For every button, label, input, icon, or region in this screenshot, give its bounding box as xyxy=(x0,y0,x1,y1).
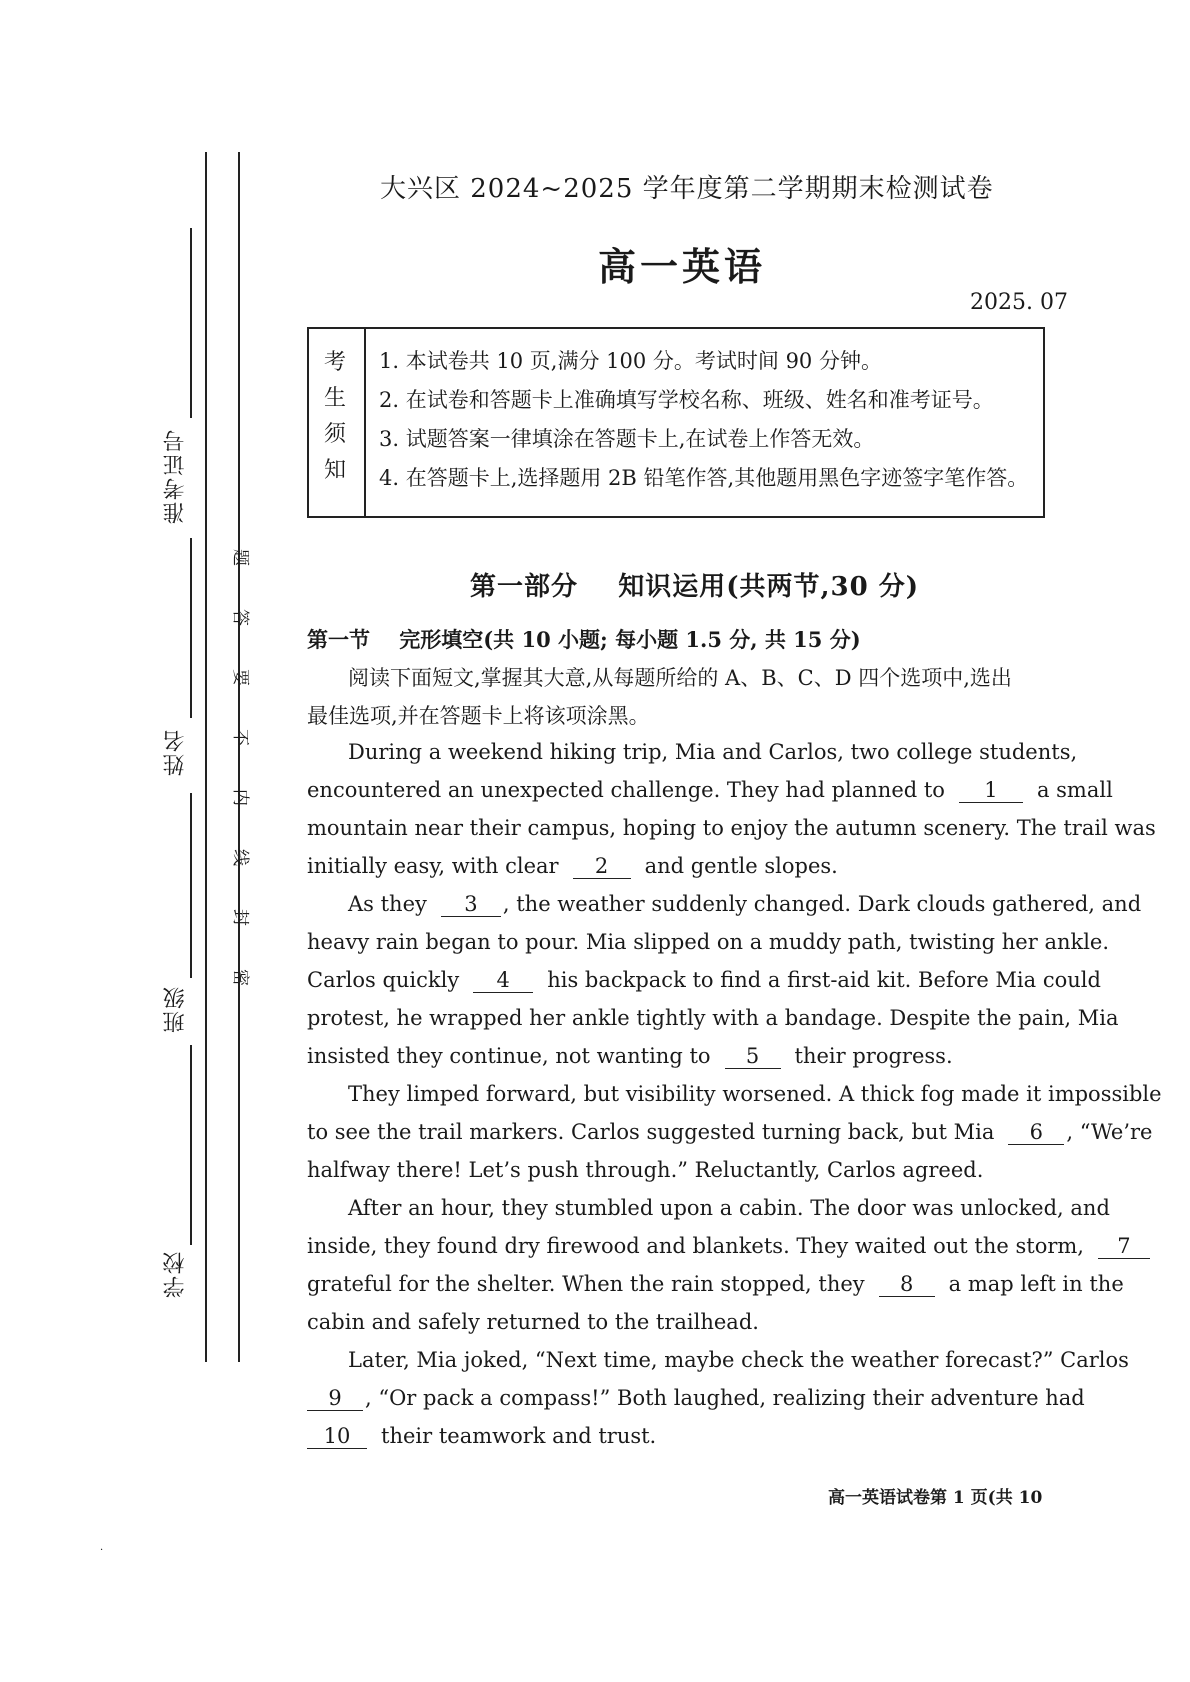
blank-7: 7 xyxy=(1098,1235,1150,1259)
instruction-line: 最佳选项,并在答题卡上将该项涂黑。 xyxy=(307,704,650,728)
exam-date: 2025. 07 xyxy=(970,290,1068,315)
passage-text: his backpack to find a first-aid kit. Before Mia could xyxy=(547,968,1101,992)
passage-line: During a weekend hiking trip, Mia and Carlos, two college students, xyxy=(348,740,1078,764)
blank-2: 2 xyxy=(573,855,631,879)
passage-text: , “We’re xyxy=(1066,1120,1153,1144)
passage-text: a map left in the xyxy=(948,1272,1124,1296)
scan-speck: · xyxy=(100,1545,104,1556)
passage-line xyxy=(307,968,1101,993)
school-write-line[interactable] xyxy=(190,1045,192,1245)
notice-item: 2. 在试卷和答题卡上准确填写学校名称、班级、姓名和准考证号。 xyxy=(379,388,994,412)
seal-char: 线 xyxy=(230,849,250,866)
notice-label-char: 生 xyxy=(324,386,347,411)
name-label: 姓名 xyxy=(163,728,188,776)
blank-9: 9 xyxy=(307,1387,363,1411)
blank-4: 4 xyxy=(473,969,533,993)
blank-1: 1 xyxy=(959,779,1023,803)
passage-text: As they xyxy=(348,892,427,916)
blank-10: 10 xyxy=(307,1425,367,1449)
class-label: 班级 xyxy=(163,985,188,1033)
seal-char: 密 xyxy=(230,969,250,986)
passage-line xyxy=(348,892,1141,917)
passage-line xyxy=(307,1120,1152,1145)
notice-item: 3. 试题答案一律填涂在答题卡上,在试卷上作答无效。 xyxy=(379,427,875,451)
binding-line-right xyxy=(238,152,240,1362)
blank-6: 6 xyxy=(1008,1121,1064,1145)
passage-text: their progress. xyxy=(794,1044,953,1068)
passage-line: After an hour, they stumbled upon a cabin. The door was unlocked, and xyxy=(348,1196,1110,1220)
passage-line: Later, Mia joked, “Next time, maybe check the weather forecast?” Carlos xyxy=(348,1348,1129,1372)
seal-char: 不 xyxy=(230,729,250,746)
seal-char: 答 xyxy=(230,609,250,626)
passage-text: to see the trail markers. Carlos suggested turning back, but Mia xyxy=(307,1120,995,1144)
passage-text: their teamwork and trust. xyxy=(381,1424,657,1448)
seal-char: 内 xyxy=(230,789,250,806)
exam-id-write-line[interactable] xyxy=(190,228,192,418)
passage-line xyxy=(307,1424,656,1449)
passage-text: grateful for the shelter. When the rain stopped, they xyxy=(307,1272,865,1296)
passage-line xyxy=(307,854,838,879)
passage-line xyxy=(307,1386,1085,1411)
passage-line xyxy=(307,778,1113,803)
blank-5: 5 xyxy=(725,1045,781,1069)
exam-id-label: 准考证号 xyxy=(163,428,188,524)
part-title: 第一部分 知识运用(共两节,30 分) xyxy=(470,572,920,602)
seal-char: 要 xyxy=(230,669,250,686)
passage-line xyxy=(307,1044,953,1069)
subject-title: 高一英语 xyxy=(598,244,767,289)
passage-line: halfway there! Let’s push through.” Reluctantly, Carlos agreed. xyxy=(307,1158,984,1182)
instruction-line: 阅读下面短文,掌握其大意,从每题所给的 A、B、C、D 四个选项中,选出 xyxy=(348,666,1012,690)
passage-text: , the weather suddenly changed. Dark clouds gathered, and xyxy=(502,892,1142,916)
class-write-line[interactable] xyxy=(190,793,192,978)
passage-line xyxy=(307,1234,1150,1259)
notice-label-char: 考 xyxy=(324,350,347,375)
page-footer: 高一英语试卷第 1 页(共 10 xyxy=(828,1488,1043,1508)
passage-line: heavy rain began to pour. Mia slipped on a muddy path, twisting her ankle. xyxy=(307,930,1110,954)
blank-3: 3 xyxy=(441,893,501,917)
passage-text: encountered an unexpected challenge. They had planned to xyxy=(307,778,945,802)
passage-text: insisted they continue, not wanting to xyxy=(307,1044,711,1068)
passage-text: initially easy, with clear xyxy=(307,854,559,878)
seal-char: 封 xyxy=(230,909,250,926)
passage-text: , “Or pack a compass!” Both laughed, realizing their adventure had xyxy=(365,1386,1085,1410)
notice-item: 1. 本试卷共 10 页,满分 100 分。考试时间 90 分钟。 xyxy=(379,349,882,373)
passage-line xyxy=(307,1272,1124,1297)
passage-line: mountain near their campus, hoping to enjoy the autumn scenery. The trail was xyxy=(307,816,1156,840)
section-title: 第一节 完形填空(共 10 小题; 每小题 1.5 分, 共 15 分) xyxy=(307,627,861,652)
passage-line: cabin and safely returned to the trailhead. xyxy=(307,1310,759,1334)
passage-line: They limped forward, but visibility worsened. A thick fog made it impossible xyxy=(348,1082,1162,1106)
school-label: 学校 xyxy=(163,1250,188,1298)
passage-text: Carlos quickly xyxy=(307,968,460,992)
name-write-line[interactable] xyxy=(190,538,192,718)
notice-label-char: 须 xyxy=(324,422,347,447)
exam-title: 大兴区 2024~2025 学年度第二学期期末检测试卷 xyxy=(380,174,994,204)
passage-text: a small xyxy=(1036,778,1113,802)
notice-box xyxy=(307,327,1045,518)
binding-line-left xyxy=(205,152,207,1362)
notice-label-char: 知 xyxy=(324,458,347,483)
notice-label xyxy=(309,329,366,516)
seal-char: 题 xyxy=(230,549,250,566)
notice-item: 4. 在答题卡上,选择题用 2B 铅笔作答,其他题用黑色字迹签字笔作答。 xyxy=(379,466,1029,490)
passage-text: and gentle slopes. xyxy=(644,854,838,878)
passage-text: inside, they found dry firewood and blankets. They waited out the storm, xyxy=(307,1234,1084,1258)
passage-line: protest, he wrapped her ankle tightly with a bandage. Despite the pain, Mia xyxy=(307,1006,1119,1030)
blank-8: 8 xyxy=(879,1273,935,1297)
